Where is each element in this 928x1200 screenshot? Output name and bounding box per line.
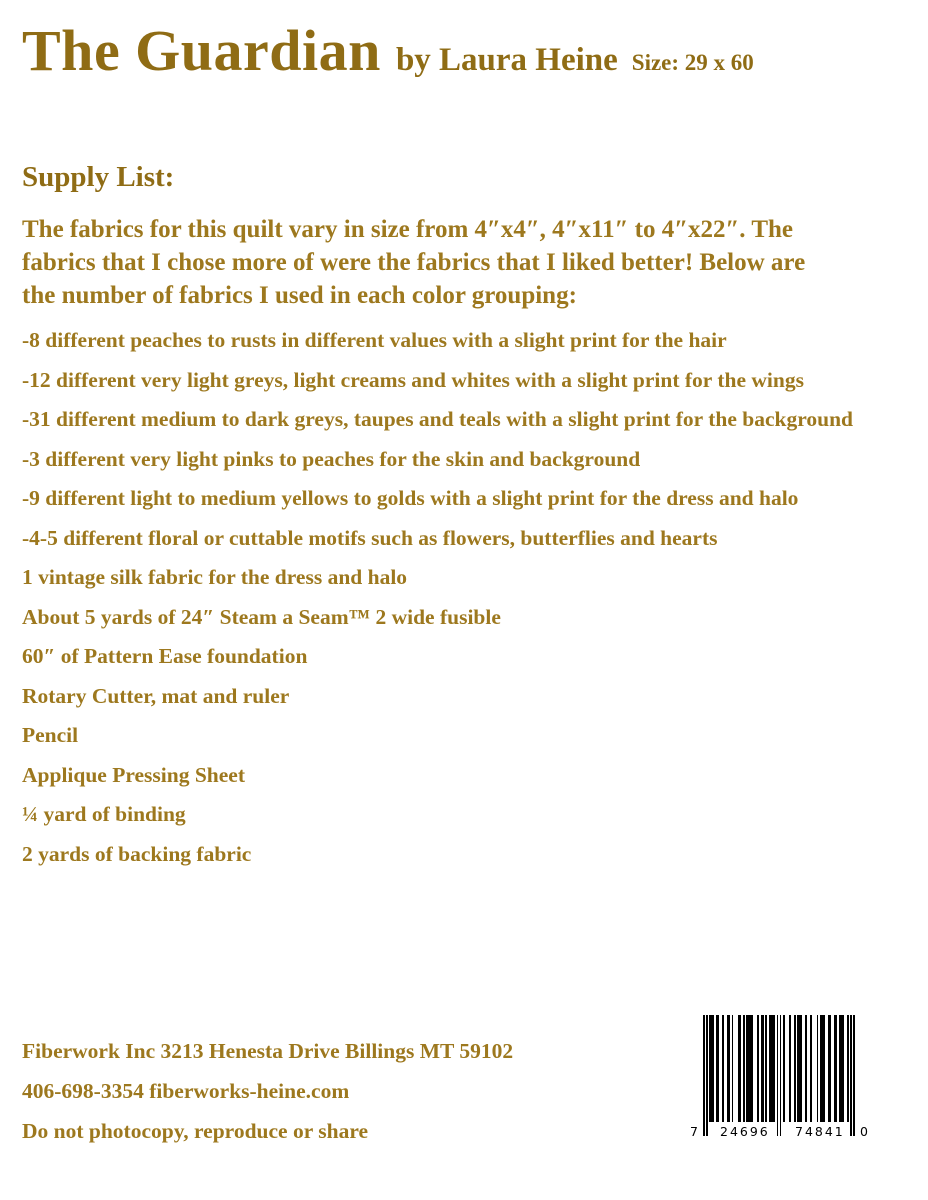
barcode-bar xyxy=(757,1015,759,1122)
barcode-bar xyxy=(805,1015,807,1122)
supply-item: Rotary Cutter, mat and ruler xyxy=(22,683,290,708)
barcode-bar xyxy=(722,1015,724,1122)
barcode-bar xyxy=(713,1015,715,1122)
supply-item: -9 different light to medium yellows to golds with a slight print for the dress and halo xyxy=(22,486,799,510)
barcode-bars xyxy=(703,1015,855,1136)
barcode-bar xyxy=(842,1015,844,1122)
supply-item: -31 different medium to dark greys, taupes and teals with a slight print for the background xyxy=(22,407,853,431)
barcode-digit-group1: 24696 xyxy=(720,1124,770,1139)
barcode-bar xyxy=(789,1015,791,1122)
supply-item: 60″ of Pattern Ease foundation xyxy=(22,644,308,668)
barcode-bar xyxy=(847,1015,849,1122)
author-byline: by Laura Heine xyxy=(395,42,618,78)
intro-paragraph xyxy=(22,213,912,312)
supply-item: -4-5 different floral or cuttable motifs such as flowers, butterflies and hearts xyxy=(22,525,718,550)
phone-and-website: 406-698-3354 fiberworks-heine.com xyxy=(22,1079,350,1103)
supply-items-list xyxy=(22,329,912,882)
barcode-bar xyxy=(853,1015,855,1136)
barcode-digit-left: 7 xyxy=(690,1124,698,1139)
barcode-bar xyxy=(817,1015,819,1122)
page-title: The Guardian xyxy=(22,18,381,83)
barcode-bar xyxy=(801,1015,803,1122)
barcode-bar xyxy=(780,1015,782,1136)
barcode-bar xyxy=(850,1015,852,1136)
barcode-digit-right: 0 xyxy=(860,1124,868,1139)
barcode-bar xyxy=(762,1015,764,1122)
publisher-address: Fiberwork Inc 3213 Henesta Drive Billings MT 59102 xyxy=(22,1039,514,1063)
header xyxy=(22,18,908,83)
barcode-bar xyxy=(829,1015,831,1122)
quilt-size-label: Size: 29 x 60 xyxy=(631,50,754,75)
supply-item: -3 different very light pinks to peaches for the skin and background xyxy=(22,446,641,471)
barcode-bar xyxy=(836,1015,838,1122)
supply-item: -8 different peaches to rusts in different values with a slight print for the hair xyxy=(22,328,727,352)
barcode-bar xyxy=(783,1015,785,1122)
barcode-bar xyxy=(732,1015,734,1122)
barcode-bar xyxy=(751,1015,753,1122)
supply-list-heading: Supply List: xyxy=(22,161,175,193)
barcode-digit-group2: 74841 xyxy=(795,1124,845,1139)
barcode-bar xyxy=(740,1015,742,1122)
supply-item: Pencil xyxy=(22,723,79,747)
barcode-bar xyxy=(794,1015,796,1122)
footer xyxy=(22,1040,662,1160)
copyright-notice: Do not photocopy, reproduce or share xyxy=(22,1119,369,1143)
supply-item: About 5 yards of 24″ Steam a Seam™ 2 wide fusible xyxy=(22,604,501,629)
barcode-bar xyxy=(729,1015,731,1122)
barcode-bar xyxy=(706,1015,708,1136)
supply-item: Applique Pressing Sheet xyxy=(22,762,245,787)
upc-barcode xyxy=(690,1015,868,1155)
supply-item: ¼ yard of binding xyxy=(22,802,186,826)
barcode-bar xyxy=(777,1015,779,1136)
barcode-bar xyxy=(765,1015,767,1122)
intro-line: the number of fabrics I used in each color grouping: xyxy=(22,282,577,309)
intro-line: fabrics that I chose more of were the fabrics that I liked better! Below are xyxy=(22,249,806,276)
barcode-bar xyxy=(773,1015,775,1122)
supply-item: 1 vintage silk fabric for the dress and halo xyxy=(22,565,408,589)
barcode-bar xyxy=(703,1015,705,1136)
barcode-bar xyxy=(810,1015,812,1122)
supply-item: -12 different very light greys, light creams and whites with a slight print for the wings xyxy=(22,367,804,392)
supply-item: 2 yards of backing fabric xyxy=(22,841,252,866)
barcode-bar xyxy=(717,1015,719,1122)
barcode-bar xyxy=(743,1015,745,1122)
intro-line: The fabrics for this quilt vary in size from 4″x4″, 4″x11″ to 4″x22″. The xyxy=(22,216,794,243)
barcode-bar xyxy=(823,1015,825,1122)
